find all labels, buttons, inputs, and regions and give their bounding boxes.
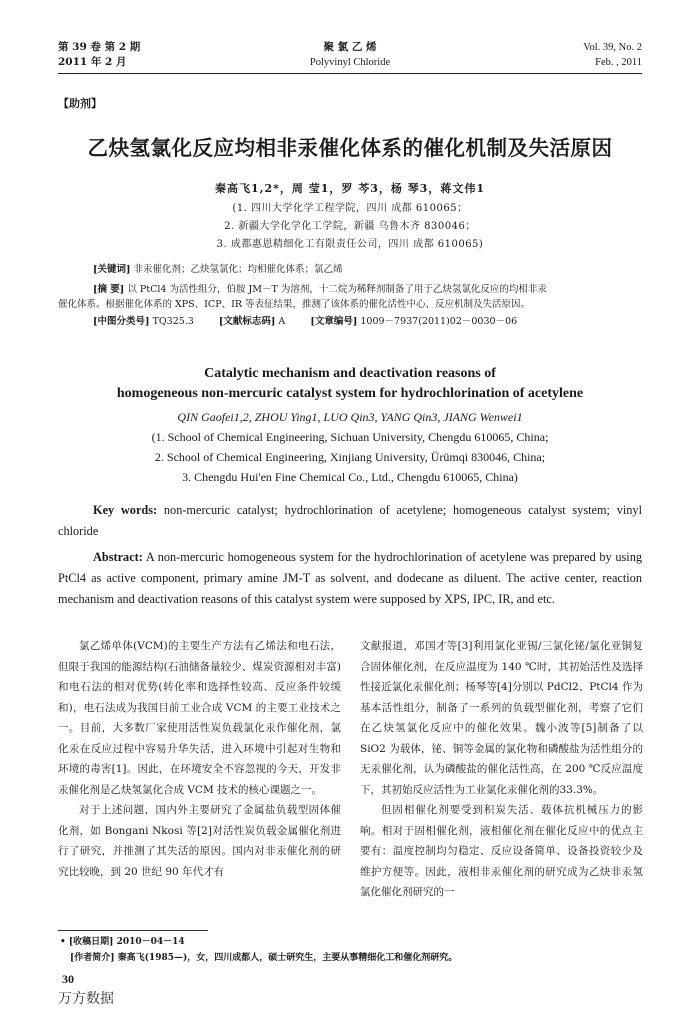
abstract-cn-text-2: 催化体系。根据催化体系的 XPS、ICP、IR 等表征结果，推测了该体系的催化活性中心、反应机制及失活原因。 — [58, 299, 531, 310]
affiliation-cn-2: 2. 新疆大学化学化工学院，新疆 乌鲁木齐 830046； — [224, 221, 476, 232]
abstract-cn — [93, 282, 642, 297]
header-center — [58, 40, 642, 70]
authors-cn: 秦高飞1,2*，周 莹1，罗 芩3，杨 琴3，蒋文伟1 — [215, 182, 485, 195]
affiliation-en-1: (1. School of Chemical Engineering, Sichuan University, Chengdu 610065, China; — [151, 430, 549, 444]
affiliation-en-2: 2. School of Chemical Engineering, Xinjiang University, Ürümqi 830046, China; — [154, 450, 546, 464]
keywords-en-text: non-mercuric catalyst; hydrochlorination of acetylene; homogeneous catalyst system; vinyl chloride — [58, 503, 642, 538]
section-tag: 【助剂】 — [58, 97, 102, 110]
clc-label: [中图分类号] — [93, 316, 150, 327]
abstract-en — [58, 547, 642, 610]
publish-date-cn: 2011 年 2 月 — [58, 56, 127, 68]
doc-code-label: [文献标志码] — [218, 316, 276, 327]
doc-code-value: A — [278, 316, 286, 327]
volume-issue: 第 39 卷 第 2 期 — [58, 41, 141, 53]
body-paragraph: 氯乙烯单体(VCM)的主要生产方法有乙烯法和电石法，但限于我国的能源结构(石油储备量较少、煤炭资源相对丰富)和电石法的相对优势(转化率和选择性较高、反应条件较缓和)，电石法成为我国目前工业合成 VCM 的主要工业技术之一。目前，大多数厂家使用活性炭负载氯化汞作催化剂，氯化汞在反应过程中容易升华失活，进入环境中引起对生物和环境的毒害[1]。因此，在环境安全不容忽视的今天，开发非汞催化剂是乙炔氢氯化合成 VCM 技术的核心课题之一。 — [58, 640, 341, 796]
keywords-en-label: Key words: — [93, 503, 158, 517]
abstract-en-text: A non-mercuric homogeneous system for the hydrochlorination of acetylene was prepared by using PtCl4 as active component, primary amine JM-T as solvent, and dodecane as diluent. The active center, reaction mechanism and deactivation reasons of this catalyst system were supposed by XPS, IPC, IR, and etc. — [58, 550, 642, 606]
received-value: 2010－04－14 — [116, 937, 185, 947]
keywords-cn — [93, 263, 642, 277]
bullet-icon: • — [60, 937, 66, 947]
classification-cn — [93, 315, 642, 329]
affiliation-cn-3: 3. 成都惠恩精细化工有限责任公司，四川 成都 610065) — [216, 239, 484, 250]
watermark: 万方数据 — [58, 991, 114, 1007]
affiliation-cn-1: (1. 四川大学化学工程学院，四川 成都 610065； — [232, 203, 468, 214]
author-intro-label: [作者简介] — [70, 953, 115, 963]
header-right — [583, 40, 642, 70]
keywords-en — [58, 500, 642, 542]
title-cn: 乙炔氢氯化反应均相非汞催化体系的催化机制及失活原因 — [87, 136, 613, 160]
title-en-line-2: homogeneous non-mercuric catalyst system for hydrochlorination of acetylene — [116, 386, 584, 401]
affiliation-en-3: 3. Chengdu Hui'en Fine Chemical Co., Ltd., Chengdu 610065, China) — [182, 470, 518, 484]
footnote-received — [60, 935, 642, 949]
footnote-rule — [58, 930, 208, 931]
keywords-cn-label: [关键词] — [93, 264, 131, 275]
journal-name-cn: 聚 氯 乙 烯 — [323, 41, 377, 53]
body-paragraph: 对于上述问题，国内外主要研究了金属盐负载型固体催化剂，如 Bongani Nkosi 等[2]对活性炭负载金属催化剂进行了研究，并推测了其失活的原因。国内对非汞催化剂的研究比较晚，到 20 世纪 90 年代才有 — [58, 804, 341, 878]
authors-en: QIN Gaofei1,2, ZHOU Ying1, LUO Qin3, YANG Qin3, JIANG Wenwei1 — [177, 410, 523, 424]
title-en-line-1: Catalytic mechanism and deactivation reasons of — [204, 366, 496, 381]
page-number: 30 — [62, 972, 74, 986]
body-paragraph: 文献报道，邓国才等[3]利用氯化亚锡/三氯化铋/氯化亚铜复合固体催化剂，在反应温度为 140 ℃时，其初始活性及选择性接近氯化汞催化剂；杨琴等[4]分别以 PdCl2、PtCl4 作为基本活性组分，制备了一系列的负载型催化剂，考察了它们在乙炔氢氯化反应中的催化效果。魏小波等[5]制备了以 SiO2 为载体，铋、铜等金属的氯化物和磷酸盐为活性组分的无汞催化剂，认为磷酸盐的催化活性高，在 200 ℃反应温度下，其初始反应活性为工业氯化汞催化剂的33.3%。 — [360, 640, 643, 796]
abstract-cn-label: [摘 要] — [93, 284, 125, 295]
article-no-value: 1009－7937(2011)02－0030－06 — [360, 316, 518, 327]
running-header — [58, 40, 642, 74]
abstract-en-label: Abstract: — [93, 550, 143, 564]
footnote-author — [70, 951, 642, 965]
journal-name-en: Polyvinyl Chloride — [309, 57, 391, 68]
author-intro-value: 秦高飞(1985—)，女，四川成都人，硕士研究生，主要从事精细化工和催化剂研究。 — [117, 953, 458, 963]
header-rule — [58, 73, 642, 74]
article-no-label: [文章编号] — [310, 316, 358, 327]
clc-value: TQ325.3 — [152, 316, 194, 327]
body-column-left — [58, 636, 341, 882]
abstract-cn-text-1: 以 PtCl4 为活性组分，伯胺 JM－T 为溶剂，十二烷为稀释剂制备了用于乙炔氢氯化反应的均相非汞 — [127, 284, 547, 295]
publish-date-en: Feb. , 2011 — [595, 57, 642, 68]
body-column-right — [360, 636, 643, 903]
keywords-cn-text: 非汞催化剂；乙炔氢氯化；均相催化体系；氯乙烯 — [133, 264, 343, 275]
volume-issue-en: Vol. 39, No. 2 — [583, 42, 642, 53]
body-paragraph: 但固相催化剂要受到积炭失活、载体抗机械压力的影响。相对于固相催化剂，液相催化剂在催化反应中的优点主要有：温度控制均匀稳定、反应设备简单、设备投资较少及维护方便等。因此，液相非汞催化剂的研究成为乙炔非汞氢氯化催化剂研究的一 — [360, 804, 643, 898]
received-label: [收稿日期] — [68, 937, 114, 947]
